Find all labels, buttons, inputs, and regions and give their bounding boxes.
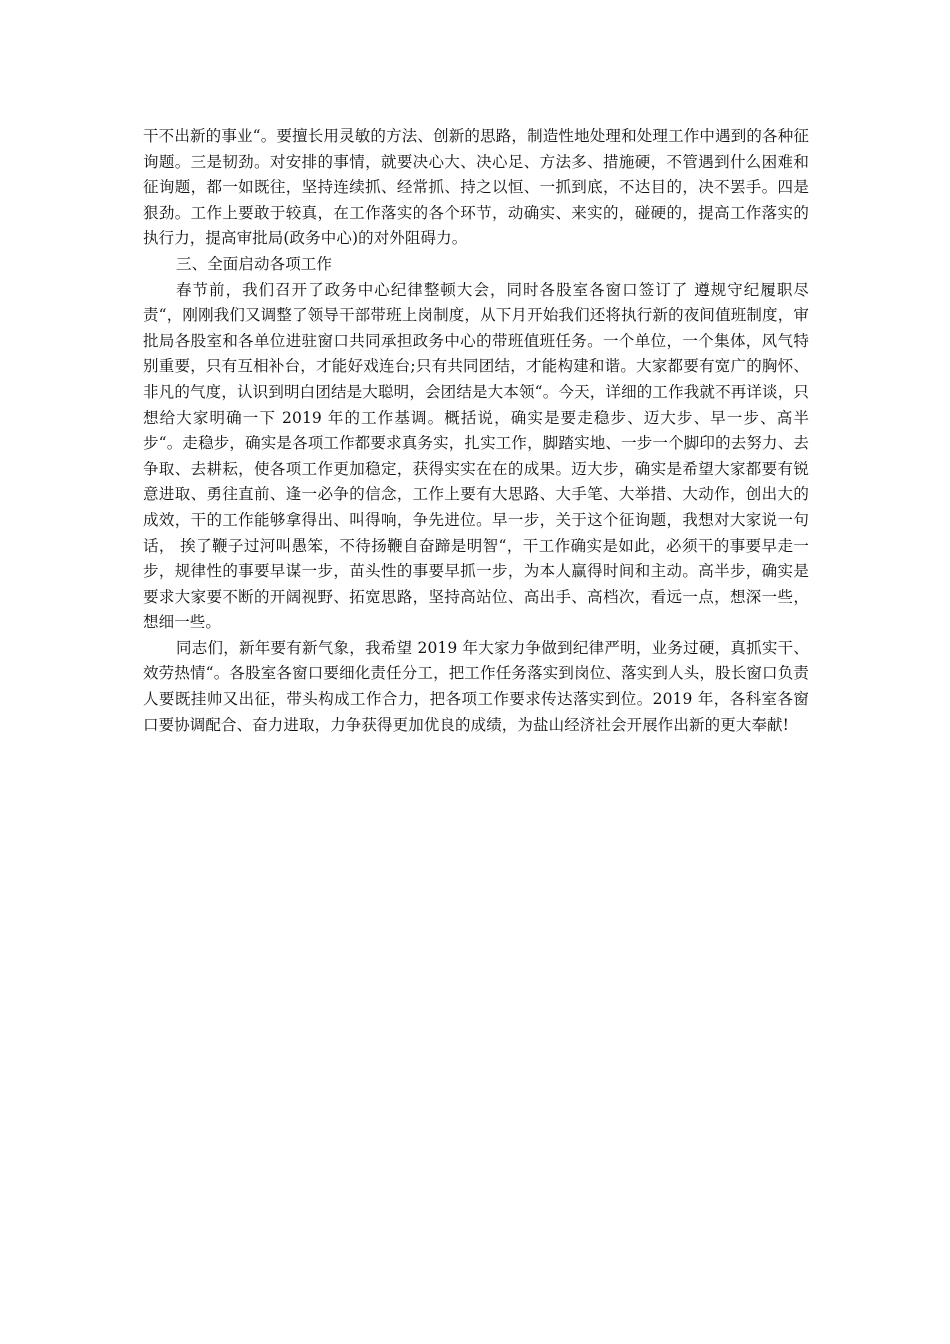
section-heading: 三、全面启动各项工作 xyxy=(176,254,333,273)
paragraph-start-work: 春节前，我们召开了政务中心纪律整顿大会，同时各股室各窗口签订了 遵规守纪履职尽责“，刚刚我们又调整了领导干部带班上岗制度，从下月开始我们还将执行新的夜间值班制度，审批局各股室和各单位进驻窗口共同承担政务中心的带班值班任务。一个单位，一个集体，风气特别重要，只有互相补台，才能好戏连台;只有共同团结，才能构建和谐。大家都要有宽广的胸怀、非凡的气度，认识到明白团结是大聪明，会团结是大本领“。今天，详细的工作我就不再详谈，只想给大家明确一下 2019 年的工作基调。概括说，确实是要走稳步、迈大步、早一步、高半步“。走稳步，确实是各项工作都要求真务实，扎实工作，脚踏实地、一步一个脚印的去努力、去争取、去耕耘，使各项工作更加稳定，获得实实在在的成果。迈大步，确实是希望大家都要有锐意进取、勇往直前、逢一必争的信念，工作上要有大思路、大手笔、大举措、大动作，创出大的成效，干的工作能够拿得出、叫得响，争先进位。早一步，关于这个征询题，我想对大家说一句话， 挨了鞭子过河叫愚笨，不待扬鞭自奋蹄是明智“，干工作确实是如此，必须干的事要早走一步，规律性的事要早谋一步，苗头性的事要早抓一步，为本人赢得时间和主动。高半步，确实是要求大家要不断的开阔视野、拓宽思路，坚持高站位、高出手、高档次，看远一点，想深一些，想细一些。 xyxy=(143,280,809,632)
paragraph-closing: 同志们，新年要有新气象，我希望 2019 年大家力争做到纪律严明，业务过硬，真抓实干、效劳热情“。各股室各窗口要细化责任分工，把工作任务落实到岗位、落实到人头，股长窗口负责人要既挂帅又出征，带头构成工作合力，把各项工作要求传达落实到位。2019 年，各科室各窗口要协调配合、奋力进取，力争获得更加优良的成绩，为盐山经济社会开展作出新的更大奉献! xyxy=(143,638,809,734)
paragraph-work-attitude: 干不出新的事业“。要擅长用灵敏的方法、创新的思路，制造性地处理和处理工作中遇到的各种征询题。三是韧劲。对安排的事情，就要决心大、决心足、方法多、措施硬，不管遇到什么困难和征询题，都一如既往，坚持连续抓、经常抓、持之以恒、一抓到底，不达目的，决不罢手。四是狠劲。工作上要敢于较真，在工作落实的各个环节，动确实、来实的，碰硬的，提高工作落实的执行力，提高审批局(政务中心)的对外阻碍力。 xyxy=(143,127,809,248)
document-page xyxy=(143,124,809,738)
